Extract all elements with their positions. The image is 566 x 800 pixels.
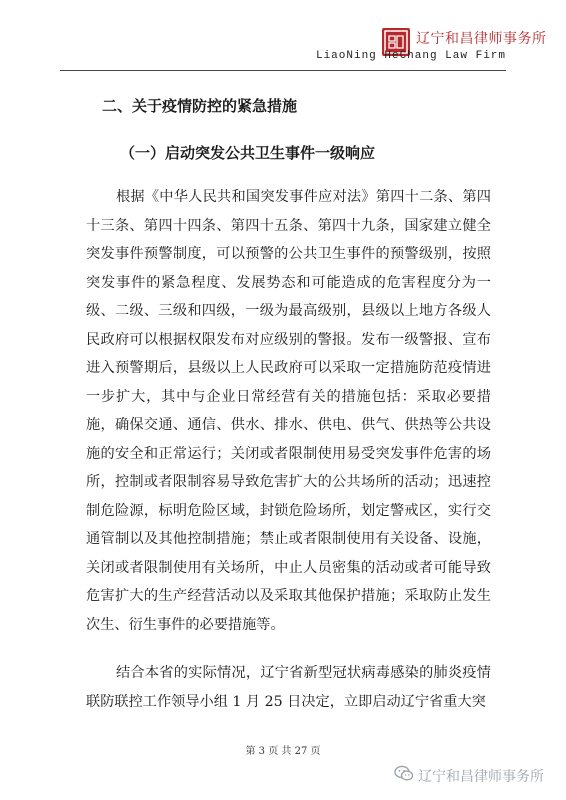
paragraph-1: 根据《中华人民共和国突发事件应对法》第四十二条、第四十三条、第四十四条、第四十五条、第四十九条，国家建立健全突发事件预警制度，可以预警的公共卫生事件的预警级别，按照突发事件的紧急程度、发展势态和可能造成的危害程度分为一级、二级、三级和四级，一级为最高级别，县级以上地方各级人民政府可以根据权限发布对应级别的警报。发布一级警报、宣布进入预警期后，县级以上人民政府可以采取一定措施防范疫情进一步扩大，其中与企业日常经营有关的措施包括：采取必要措施，确保交通、通信、供水、排水、供电、供气、供热等公共设施的安全和正常运行；关闭或者限制使用易受突发事件危害的场所，控制或者限制容易导致危害扩大的公共场所的活动；迅速控制危险源，标明危险区域，封锁危险场所，划定警戒区，实行交通管制以及其他控制措施；禁止或者限制使用有关设备、设施，关闭或者限制使用有关场所，中止人员密集的活动或者可能导致危害扩大的生产经营活动以及采取其他保护措施；采取防止发生次生、衍生事件的必要措施等。 xyxy=(86,189,491,633)
subsection-heading: （一）启动突发公共卫生事件一级响应 xyxy=(120,144,376,162)
firm-name-en: LiaoNing HeChang Law Firm xyxy=(315,50,506,62)
page-header xyxy=(60,22,547,71)
section-heading: 二、关于疫情防控的紧急措施 xyxy=(102,97,298,115)
firm-name-cn: 辽宁和昌律师事务所 xyxy=(416,31,547,47)
watermark-text: 辽宁和昌律师事务所 xyxy=(418,768,544,785)
wechat-icon xyxy=(394,765,414,786)
paragraph-2: 结合本省的实际情况，辽宁省新型冠状病毒感染的肺炎疫情联防联控工作领导小组 1 月 25 日决定，立即启动辽宁省重大突 xyxy=(86,665,491,710)
wechat-watermark xyxy=(394,765,544,786)
page-number-footer: 第 3 页 共 27 页 xyxy=(245,746,321,757)
